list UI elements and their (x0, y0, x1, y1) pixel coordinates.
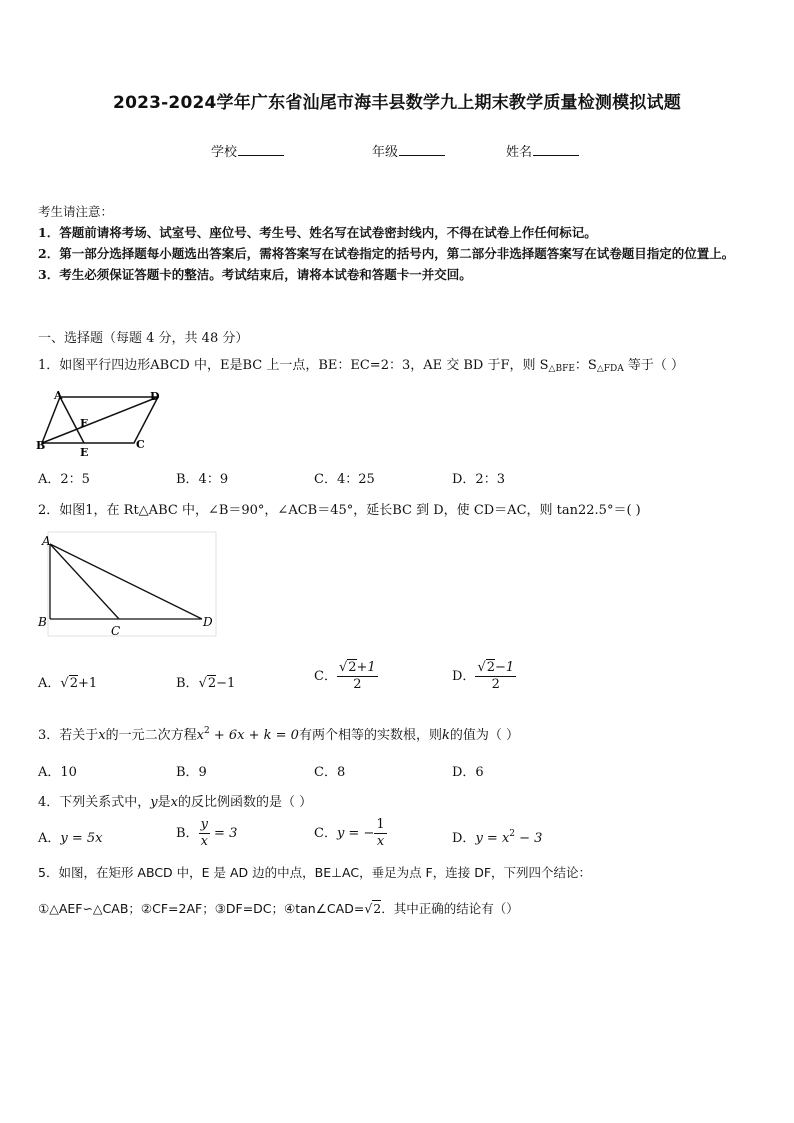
label-c: C (111, 624, 121, 638)
label-b: B (38, 615, 47, 629)
question-1-text: 1．如图平行四边形ABCD 中，E是BC 上一点，BE：EC=2：3，AE 交 BD 于F，则 $S_{\triangle BFE}$：$S_{\triangle FDA}$ 等于（ ） (38, 358, 684, 374)
q3-option-a: A．10 (38, 765, 77, 780)
notice-item-2: 2．第一部分选择题每小题选出答案后，需将答案写在试卷指定的括号内，第二部分非选择题答案写在试卷题目指定的位置上。 (38, 246, 735, 261)
question-2-text: 2．如图1，在 Rt△ABC 中，∠B＝90°，∠ACB＝45°，延长BC 到 D，使 CD＝AC，则 tan22.5°＝( ) (38, 503, 641, 518)
q4-option-a: A．y = 5x (38, 831, 103, 846)
q2-option-b: B．√2−1 (176, 676, 236, 691)
label-e: E (80, 446, 89, 458)
question-1-figure (36, 386, 170, 458)
q1-option-a: A．2：5 (38, 472, 90, 487)
label-f: F (80, 417, 88, 430)
label-d: D (150, 390, 160, 403)
label-a: A (42, 534, 51, 548)
question-5-text: 5．如图，在矩形 ABCD 中，E 是 AD 边的中点，BE⊥AC，垂足为点 F，连接 DF，下列四个结论： (38, 865, 592, 880)
q1-option-c: C．4：25 (314, 472, 375, 487)
q3-option-b: B．9 (176, 765, 207, 780)
grade-blank (399, 143, 445, 156)
exam-title: 2023-2024学年广东省汕尾市海丰县数学九上期末教学质量检测模拟试题 (113, 93, 681, 113)
notice-block (38, 201, 760, 285)
q1-option-b: B．4：9 (176, 472, 229, 487)
segment-ad (50, 544, 202, 619)
q2-option-d: D． $\frac{√2-1}{2}$ (452, 660, 515, 692)
label-a: A (54, 389, 63, 402)
q1-option-d: D．2：3 (452, 472, 505, 487)
label-b: B (36, 439, 46, 452)
question-2-figure (36, 530, 218, 638)
notice-item-3: 3．考生必须保证答题卡的整洁。考试结束后，请将本试卷和答题卡一并交回。 (38, 267, 472, 282)
name-field (506, 141, 579, 160)
grade-field (372, 141, 445, 160)
school-blank (238, 143, 284, 156)
label-d: D (203, 615, 213, 629)
name-blank (533, 143, 579, 156)
q4-option-b: B． $\frac{y}{x}$ = 3 (176, 817, 238, 849)
question-4-text: 4．下列关系式中，y是x的反比例函数的是（ ） (38, 795, 313, 810)
grade-label: 年级 (372, 145, 399, 160)
q4-option-c: C．y = − $\frac{1}{x}$ (314, 817, 385, 849)
q2-option-c: C． $\frac{√2+1}{2}$ (314, 660, 376, 692)
school-label: 学校 (211, 145, 238, 160)
section-heading: 一、选择题（每题 4 分，共 48 分） (38, 331, 249, 346)
notice-heading: 考生请注意： (38, 204, 114, 219)
question-5-conclusions: ①△AEF∽△CAB；②CF=2AF；③DF=DC；④tan∠CAD=√2．其中正确的结论有（） (38, 901, 519, 916)
q3-option-c: C．8 (314, 765, 346, 780)
segment-ac (50, 544, 119, 619)
label-c: C (136, 438, 145, 451)
q3-option-d: D．6 (452, 765, 484, 780)
q4-option-d: D．$y = x^2 - 3$ (452, 829, 543, 846)
segment-bd (42, 397, 158, 443)
school-field (211, 141, 284, 160)
q2-option-a: A．√2+1 (38, 676, 98, 691)
name-label: 姓名 (506, 145, 533, 160)
question-3-text: 3．若关于x的一元二次方程$x^2 + 6x + k = 0$有两个相等的实数根，则k的值为（ ） (38, 726, 519, 743)
notice-item-1: 1．答题前请将考场、试室号、座位号、考生号、姓名写在试卷密封线内，不得在试卷上作任何标记。 (38, 225, 597, 240)
